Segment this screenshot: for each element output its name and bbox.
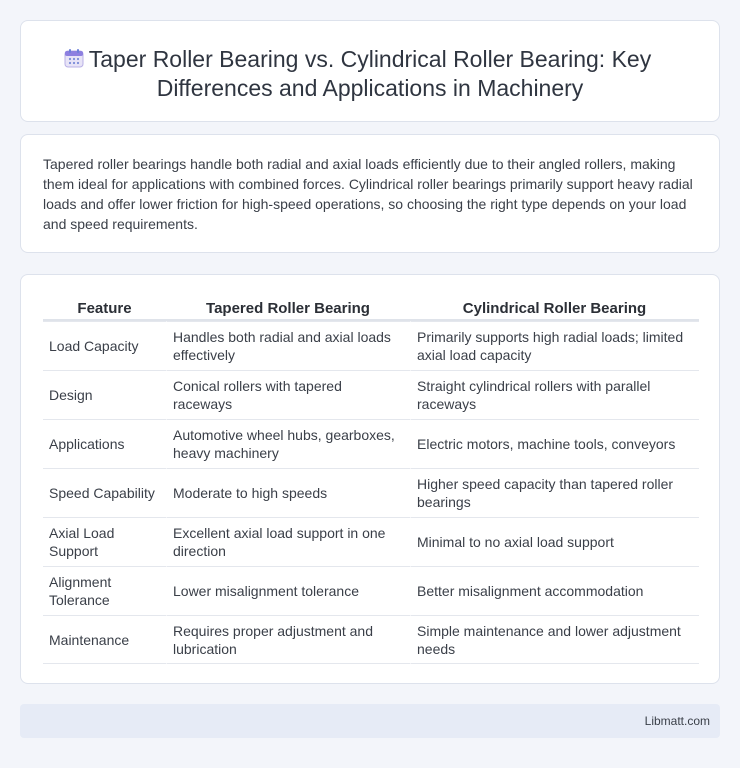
tapered-cell: Requires proper adjustment and lubrication bbox=[166, 615, 410, 664]
feature-cell: Maintenance bbox=[43, 615, 166, 664]
summary-card bbox=[20, 134, 720, 253]
feature-cell: Applications bbox=[43, 419, 166, 468]
cylindrical-cell: Primarily supports high radial loads; limited axial load capacity bbox=[410, 321, 699, 370]
table-row bbox=[43, 517, 699, 566]
header-feature: Feature bbox=[43, 295, 166, 321]
summary-text: Tapered roller bearings handle both radial and axial loads efficiently due to their angled rollers, making them ideal for applications with combined forces. Cylindrical roller bearings primarily support heavy radial loads and offer lower friction for high-speed operations, so choosing the right type depends on your load and speed requirements. bbox=[43, 156, 693, 232]
feature-cell: Speed Capability bbox=[43, 468, 166, 517]
table-row bbox=[43, 566, 699, 615]
cylindrical-cell: Electric motors, machine tools, conveyors bbox=[410, 419, 699, 468]
feature-cell: Load Capacity bbox=[43, 321, 166, 370]
header-cylindrical: Cylindrical Roller Bearing bbox=[410, 295, 699, 321]
footer-site-link[interactable]: Libmatt.com bbox=[644, 714, 710, 728]
tapered-cell: Moderate to high speeds bbox=[166, 468, 410, 517]
header-tapered: Tapered Roller Bearing bbox=[166, 295, 410, 321]
cylindrical-cell: Better misalignment accommodation bbox=[410, 566, 699, 615]
cylindrical-cell: Minimal to no axial load support bbox=[410, 517, 699, 566]
cylindrical-cell: Simple maintenance and lower adjustment needs bbox=[410, 615, 699, 664]
tapered-cell: Excellent axial load support in one direction bbox=[166, 517, 410, 566]
tapered-cell: Conical rollers with tapered raceways bbox=[166, 370, 410, 419]
tapered-cell: Handles both radial and axial loads effectively bbox=[166, 321, 410, 370]
table-row bbox=[43, 419, 699, 468]
tapered-cell: Automotive wheel hubs, gearboxes, heavy machinery bbox=[166, 419, 410, 468]
table-row bbox=[43, 370, 699, 419]
comparison-table bbox=[43, 295, 699, 664]
comparison-table-card bbox=[20, 274, 720, 684]
table-row bbox=[43, 468, 699, 517]
tapered-cell: Lower misalignment tolerance bbox=[166, 566, 410, 615]
feature-cell: Axial Load Support bbox=[43, 517, 166, 566]
feature-cell: Alignment Tolerance bbox=[43, 566, 166, 615]
feature-cell: Design bbox=[43, 370, 166, 419]
footer bbox=[20, 704, 720, 738]
page-title: Taper Roller Bearing vs. Cylindrical Roller Bearing: Key Differences and Applications in Machinery bbox=[88, 46, 652, 101]
title-card bbox=[20, 20, 720, 122]
table-header-row bbox=[43, 295, 699, 321]
table-row bbox=[43, 321, 699, 370]
cylindrical-cell: Higher speed capacity than tapered roller bearings bbox=[410, 468, 699, 517]
cylindrical-cell: Straight cylindrical rollers with parallel raceways bbox=[410, 370, 699, 419]
table-row bbox=[43, 615, 699, 664]
